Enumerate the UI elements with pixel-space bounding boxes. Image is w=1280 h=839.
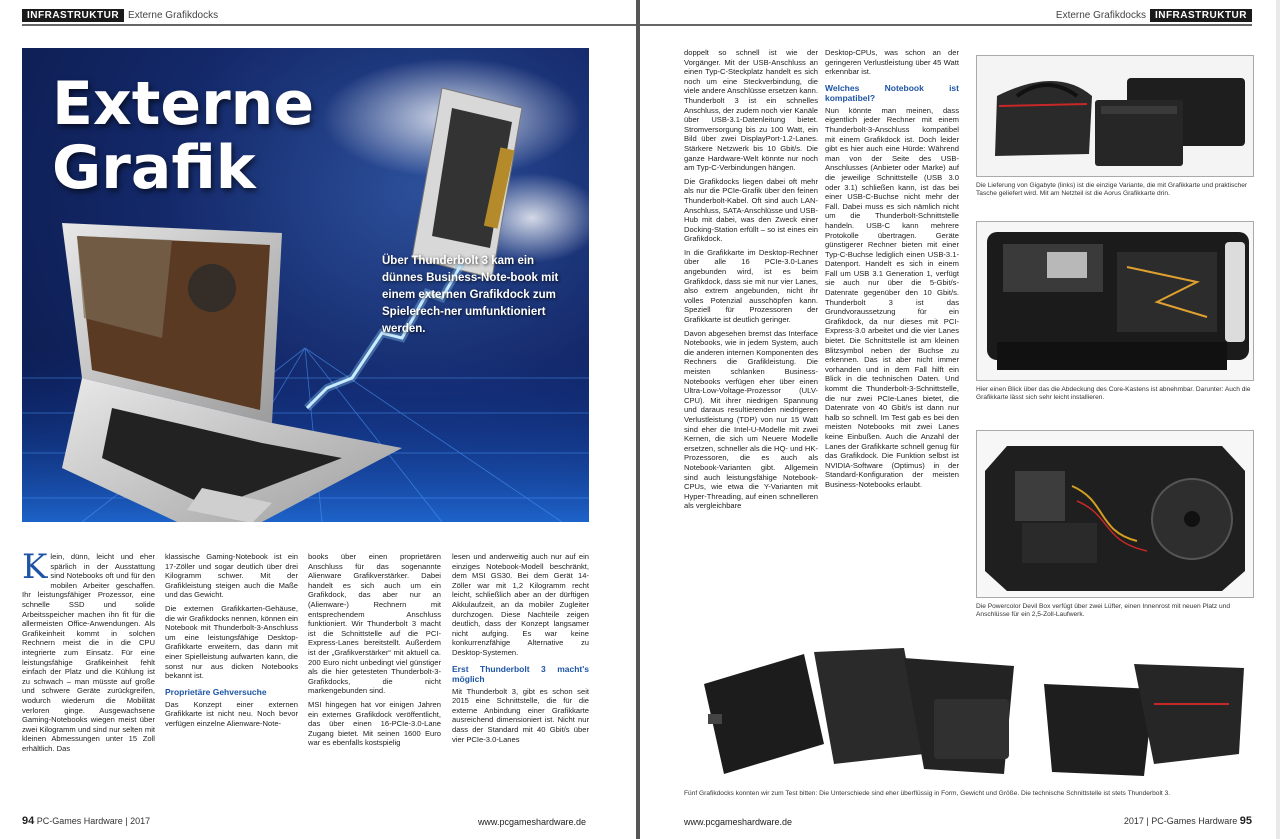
header-rule [640, 24, 1252, 26]
paragraph: Das Konzept einer externen Grafikkarte ist nicht neu. Noch bevor verfügen einzelne Alienware-Note- [165, 699, 298, 728]
photo-dock-lineup [684, 644, 1254, 784]
hero-image [22, 48, 589, 522]
header-rule [22, 24, 636, 26]
subheading: Erst Thunderbolt 3 macht's möglich [452, 663, 589, 684]
paragraph: klassische Gaming-Notebook ist ein 17-Zöller und sogar deutlich über drei Kilogramm schwer. Mit der Grafikleistung steigen auch die Maße und das Gewicht. [165, 552, 298, 600]
paragraph: Desktop-CPUs, was schon an der geringeren Verlustleistung über 45 Watt erkennbar ist. [825, 48, 959, 77]
left-column-1 [22, 552, 155, 757]
section-subtitle: Externe Grafikdocks [128, 10, 219, 21]
paragraph: doppelt so schnell ist wie der Vorgänger. Mit der USB-Anschluss an einen Typ-C-Steckplatz handelt es sich noch um eine Steckverbindung, die viele andere Anschlüsse ersetzen kann. Thunderbolt 3 ist ein schnelles Anschluss, der zudem noch vier Kanäle über USB-3.1-Datenleitung bietet. Stromversorgung bis zu 100 Watt, ein Bild über zwei DisplayPort-1.2-Lanes. Stärkere Netzwerk bis 10 Gbit/s. Die ganze Hardware-Welt könnte nur noch am Typ-C-Verbindungen hängen. [684, 48, 818, 173]
dock-lineup-graphic [684, 644, 1254, 784]
photo-caption: Hier einen Blick über das die Abdeckung des Core-Kastens ist abnehmbar. Darunter: Auch die Grafikkarte lässt sich sehr leicht installieren. [976, 386, 1251, 402]
paragraph: lesen und anderweitig auch nur auf ein einziges Notebook-Modell beschränkt, dem MSI GS30. Bei dem Gerät 14-Zöller war mit 1,2 Kilogramm recht leicht, schließlich aber an der dürftigen Akkulaufzeit, an da mobiler Zugleiter durchzogen. Diese Nachteile zeigen deutlich, dass der Konzept langsamer nicht aufging. Es war keine konkurrenzfähige Alternative zu Desktop-Systemen. [452, 552, 589, 657]
issue-label: 2017 | PC-Games Hardware [1123, 816, 1238, 826]
hero-title-line-1: Externe [52, 69, 315, 139]
devil-box-graphic [977, 431, 1254, 598]
hero-lead-text: Über Thunderbolt 3 kam ein dünnes Business-Note-book mit einem externen Grafikdock zum Spielerech-ner umfunktioniert werden. [382, 255, 559, 335]
paragraph: MSI hingegen hat vor einigen Jahren ein externes Grafikdock veröffentlicht, das über einen 16-PCIe-3.0-Lane Zugang bietet. Mit seinen 1600 Euro war es ebenfalls kostspielig [308, 699, 441, 748]
paragraph: Mit Thunderbolt 3, gibt es schon seit 2015 eine Schnittstelle, die für die externe Anbindung einer Grafikkarte ausreichend dimensioniert ist. Nicht nur dass der Standard mit 40 Gbit/s über vier PCIe-3.0-Lanes [452, 686, 589, 744]
right-column-1 [684, 48, 818, 638]
section-label: INFRASTRUKTUR [1150, 9, 1252, 22]
subheading: Welches Notebook ist kompatibel? [825, 82, 959, 103]
page-number: 94 [22, 815, 35, 827]
photo-caption: Die Lieferung von Gigabyte (links) ist die einzige Variante, die mit Grafikkarte und praktischer Tasche geliefert wird. Mit am Netzteil ist die Aorus Grafikkarte drin. [976, 182, 1248, 198]
paragraph: Die externen Grafikkarten-Gehäuse, die wir Grafikdocks nennen, können ein Notebook mit Thunderbolt-3-Anschluss um eine leistungsfähige Desktop-Grafikkarte erweitern, das dann mit einer Spielleistung aufwarten kann, die sonst nur aus dicken Notebooks bekannt ist. [165, 603, 298, 681]
hero-title-line-2: Grafik [52, 133, 256, 203]
section-label: INFRASTRUKTUR [22, 9, 124, 22]
left-column-2 [165, 552, 298, 733]
photo-caption: Die Powercolor Devil Box verfügt über zwei Lüfter, einen Innenrost mit neuen Platz und Anschlüsse für ein 2,5-Zoll-Laufwerk. [976, 603, 1230, 619]
left-footer [22, 815, 150, 827]
right-page [640, 0, 1276, 839]
photo-open-dock [976, 221, 1254, 381]
running-header-left [22, 8, 222, 24]
dropcap: K [22, 552, 48, 587]
dock-with-bag-graphic [977, 56, 1254, 177]
paragraph: In die Grafikkarte im Desktop-Rechner über alle 16 PCIe-3.0-Lanes angebunden wird, ist es beim Grafikdock, dass sie mit nur vier Lanes, also extrem angebunden, nicht ihr volles Potenzial ausschöpfen kann. Speziell für Prozessoren der Grafikkarte ist deutlich geringer. [684, 247, 818, 325]
photo-gigabyte-dock [976, 55, 1254, 177]
left-footer-url: www.pcgameshardware.de [477, 817, 586, 827]
open-dock-graphic [977, 222, 1254, 381]
paragraph: Davon abgesehen bremst das Interface Notebooks, wie in jedem System, auch die anderen internen Komponenten des Rechners die Grafikleistung. Die meisten schlanken Business-Notebooks verfügen eher über einen Ultra-Low-Voltage-Prozessor (ULV-CPU). Mit ihrer niedrigen Spannung und daraus resultierenden niedrigeren Verlustleistung (TDP) von nur 15 Watt sind eher die Intel-U-Modelle mit zwei Kernen, die sich um Neuere Modelle ersetzen, schneller als die HQ- und HK-Prozessoren, die es auch als Notebook-Varianten gibt. Allgemein sind auch leistungsfähige Notebook-CPUs, wie etwa die Y-Varianten mit Hyper-Threading, auf einen schnelleren als vergleichbare [684, 328, 818, 511]
photo-devil-box [976, 430, 1254, 598]
hero-title [52, 69, 382, 203]
group-caption: Fünf Grafikdocks konnten wir zum Test bitten: Die Unterschiede sind eher überflüssig in Form, Gewicht und Größe. Die technische Schnittstelle ist stets Thunderbolt 3. [684, 790, 1171, 797]
left-column-3 [308, 552, 441, 752]
paragraph: Nun könnte man meinen, dass eigentlich jeder Rechner mit einem Thunderbolt-3-Anschluss kompatibel mit einem Grafikdock ist. Doch leider gibt es hier auch eine Hürde: Während man von der Seite des USB-Anschlusses (Anbieter oder Marke) auf die jeweilige Schnittstelle (USB 3.0 oder 3.1) schließen kann, ist das bei einer USB-C-Buchse nicht mehr der Fall. Dabei muss es sich nämlich nicht um die Thunderbolt-Schnittstelle handeln. USB-C kann mehrere Protokolle übertragen. Geräte günstigerer Rechner bieten mit einer Typ-C-Buchse lediglich einen USB-3.1-Datenport. Handelt es sich in einem Fall um USB 3.1 Generation 1, verfügt sie auch nur über die 5-Gbit/s-Datenrate gegenüber den 10 Gbit/s. Thunderbolt 3 ist das Grundvoraussetzung für ein Grafikdock, da nur dieses mit PCI-Express-3.0 arbeitet und die vier Lanes bietet. Die Schnittstelle ist am kleinen Blitzsymbol neben der Buchse zu erkennen. Das ist aber nicht immer vorhanden und in dem Fall hilft ein Blick in die technischen Daten. Und kommt die Thunderbolt-3-Schnittstelle, die nur zwei PCIe-Lanes bietet, die Datenrate von 40 Gbit/s ist dann nur halb so schnell. Im Test gab es bei den meisten Notebooks mit zwei Lanes keine Einbußen. Auch die Anzahl der Lanes der Grafikkarte schnell genug für das Grafikdock. Die Funktion selbst ist NVIDIA-Software (Optimus) in der Standard-Konfiguration der meisten Business-Notebooks erlaubt. [825, 105, 959, 489]
left-column-4 [452, 552, 589, 748]
issue-label: PC-Games Hardware | 2017 [36, 816, 151, 826]
paragraph: lein, dünn, leicht und eher spärlich in der Ausstattung sind Notebooks oft und für den mobilen Arbeiter geschaffen. Ihr leistungsfähiger Prozessor, eine schnelle SSD und solide Arbeitsspeicher machen ihn fit für die allermeisten Office-Anwendungen. Als Grafikeinheit kommt in solchen Rechnern meist die in die CPU integrierte zum Einsatz. Für eine leistungsfähige Grafikeinheit fehlt einfach der Platz und die Kühlung ist zu schwach – man müsste auf große und schwere Geräte zurückgreifen, wodurch wiederum die Mobilität verloren ginge. Ausgewachsene Gaming-Notebooks wiegen meist über zwei Kilogramm und sind nur selten mit kleinen Abmessungen unter 15 Zoll erhältlich. Das [22, 552, 155, 753]
paragraph: Die Grafikdocks liegen dabei oft mehr als nur die PCIe-Grafik über den feinen Thunderbolt-Kabel. Oft sind auch LAN-Anschluss, SATA-Anschlüsse und USB-Hub mit dabei, was den Zweck einer Docking-Station erfüllt – so ist eines ein Grafikdock. [684, 176, 818, 244]
subheading: Proprietäre Gehversuche [165, 686, 267, 697]
right-column-2 [825, 48, 959, 638]
page-number: 95 [1239, 815, 1252, 827]
right-footer-url: www.pcgameshardware.de [684, 817, 793, 827]
right-footer [1124, 815, 1252, 827]
running-header-right [1052, 8, 1252, 24]
section-subtitle: Externe Grafikdocks [1055, 10, 1146, 21]
left-page [0, 0, 636, 839]
paragraph: books über einen proprietären Anschluss für das sogenannte Alienware Grafikverstärker. Dabei handelt es sich auch um ein Grafikdock, das aber nur an (Alienware-) Rechnern mit entsprechendem Anschluss funktioniert. Wir Thunderbolt 3 macht ist die Schnittstelle auf die PCI-Express-Lanes bereitstellt. Außerdem ist der „Grafikverstärker“ mit aktuell ca. 200 Euro nicht unbedingt viel günstiger als die hier getesteten Thunderbolt-3-Grafikdocks, die nicht markengebunden sind. [308, 552, 441, 696]
